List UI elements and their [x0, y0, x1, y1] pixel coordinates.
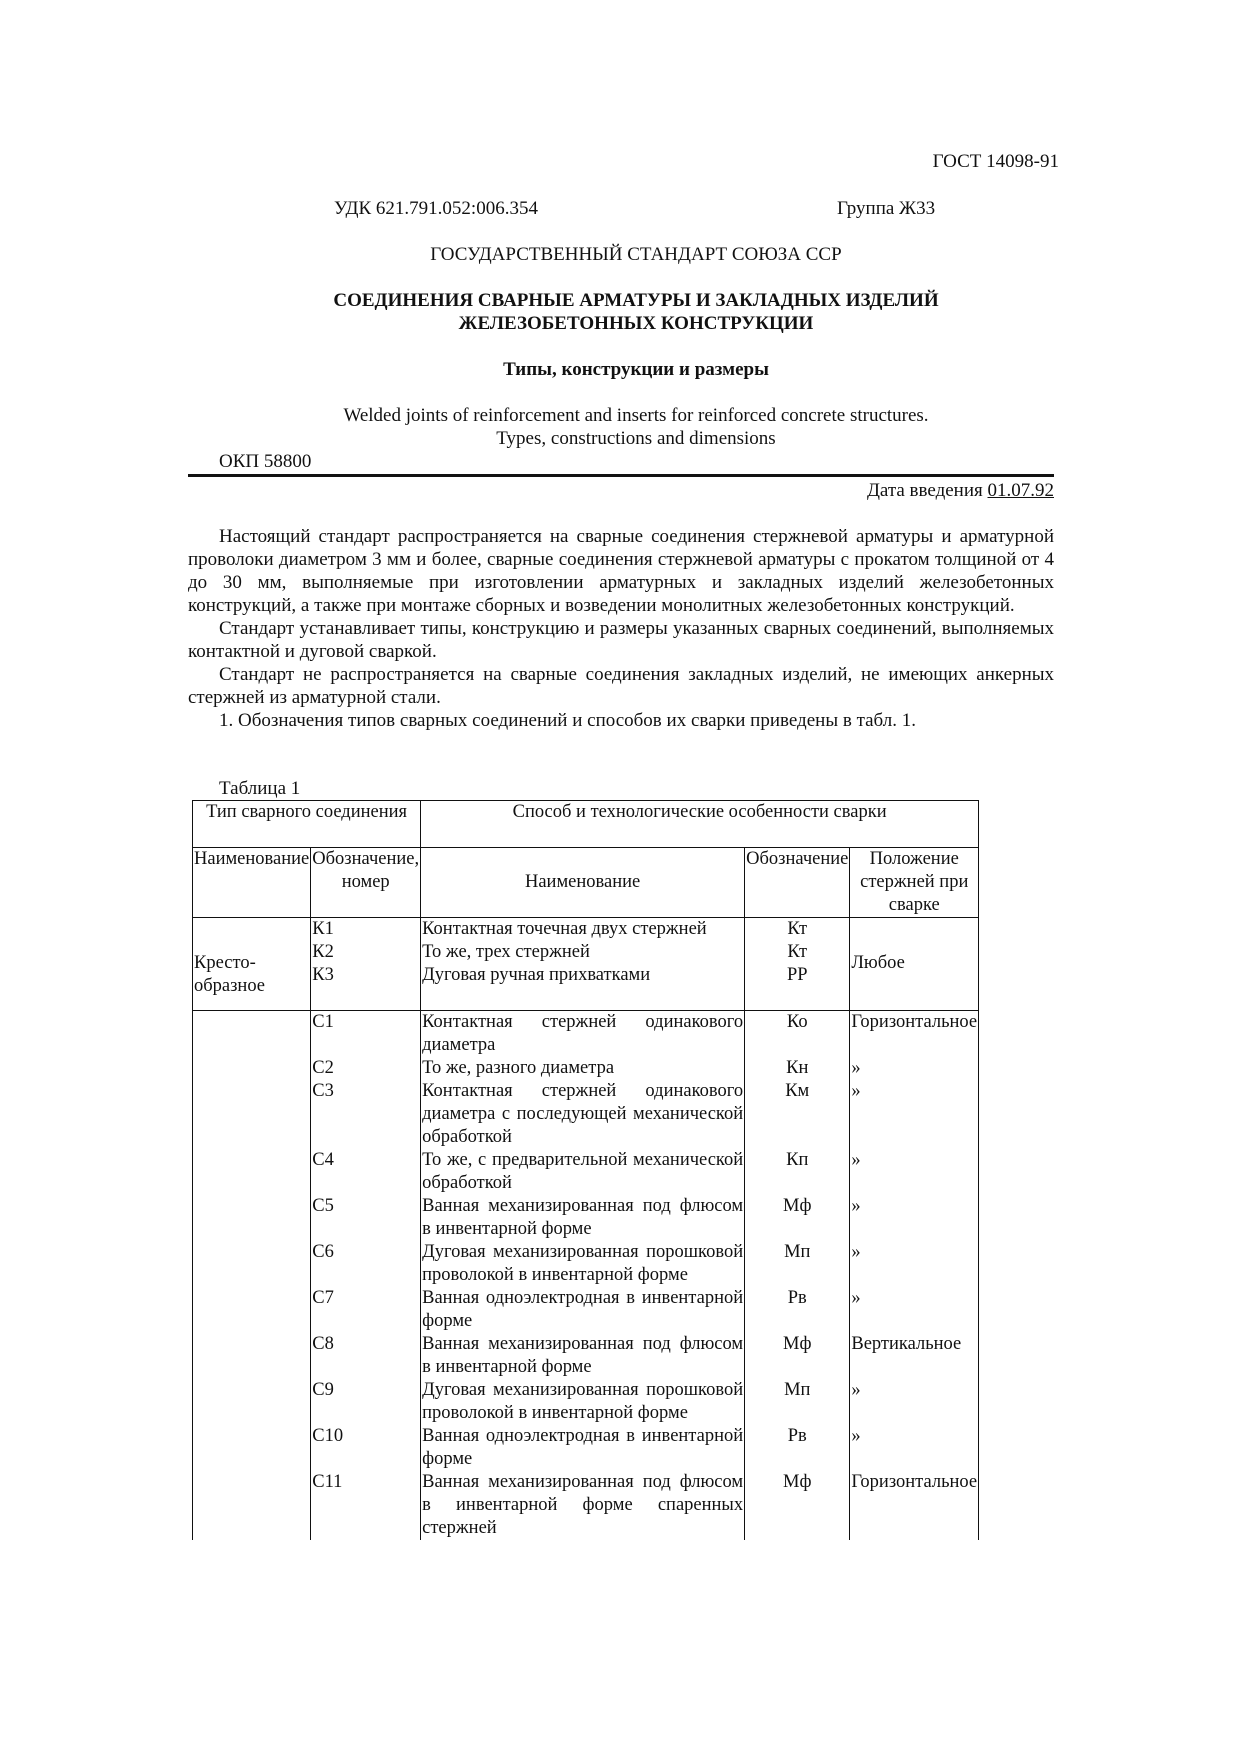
designation-cell: С4 — [311, 1149, 421, 1195]
code-cell: Рв — [745, 1425, 850, 1471]
code-cell: Кп — [745, 1149, 850, 1195]
method-cell: Контактная стержней одинакового диаметра с последующей механической обработкой — [422, 1081, 744, 1147]
position-cell: » — [850, 1287, 979, 1333]
header-joint-designation: Обозначение, номер — [311, 848, 421, 918]
code-cell: Мф — [745, 1471, 850, 1540]
header-bar-position: Положение стержней при сварке — [850, 848, 979, 918]
english-title-line-2: Types, constructions and dimensions — [496, 428, 776, 449]
method-cell: Ванная механизированная под флюсом в инвентарной форме спаренных стержней — [422, 1472, 744, 1538]
method-cell: Дуговая механизированная порошковой проволокой в инвентарной форме — [422, 1380, 744, 1423]
document-title — [190, 289, 1082, 335]
code-cell: Рв — [745, 1287, 850, 1333]
method-cell: Контактная точечная двух стержней — [421, 918, 745, 942]
position-cell: » — [850, 1195, 979, 1241]
designation-cell: С7 — [311, 1287, 421, 1333]
designation-cell: С2 — [311, 1057, 421, 1080]
method-cell: То же, трех стержней — [421, 941, 745, 964]
header-divider — [188, 474, 1054, 477]
english-title-line-1: Welded joints of reinforcement and inserts for reinforced concrete structures. — [343, 405, 929, 426]
method-cell: То же, с предварительной механической обработкой — [422, 1150, 744, 1193]
table-row — [193, 918, 979, 942]
designation-cell: С11 — [311, 1471, 421, 1540]
designation-cell: К3 — [311, 964, 421, 1011]
date-label: Дата введения — [866, 480, 983, 501]
document-code: ГОСТ 14098-91 — [932, 151, 1059, 172]
document-subtitle: Типы, конструкции и размеры — [503, 359, 769, 380]
header-welding-method: Способ и технологические особенности сварки — [421, 801, 979, 848]
paragraph: Настоящий стандарт распространяется на сварные соединения стержневой арматуры и арматурной проволоки диаметром 3 мм и более, сварные соединения стержневой арматуры с прокатом толщиной от 4 до 30 мм, выполняемые при изготовлении арматурных и закладных изделий железобетонных конструкций, а также при монтаже сборных и возведении монолитных железобетонных конструкций. — [188, 526, 1054, 616]
code-cell: Ко — [745, 1011, 850, 1058]
code-cell: Мп — [745, 1379, 850, 1425]
cross-joint-name: Кресто-образное — [193, 918, 311, 1011]
udk-code: УДК 621.791.052:006.354 — [334, 198, 538, 219]
paragraph: Стандарт устанавливает типы, конструкцию и размеры указанных сварных соединений, выполняемых контактной и дуговой сваркой. — [188, 618, 1054, 662]
table-caption: Таблица 1 — [219, 778, 301, 799]
designation-cell: К1 — [311, 918, 421, 942]
butt-joint-name-cell — [193, 1011, 311, 1541]
code-cell: Мф — [745, 1333, 850, 1379]
title-line-1: СОЕДИНЕНИЯ СВАРНЫЕ АРМАТУРЫ И ЗАКЛАДНЫХ ИЗДЕЛИЙ — [333, 290, 939, 311]
table-row — [193, 1287, 979, 1333]
designation-cell: С6 — [311, 1241, 421, 1287]
designation-cell: С8 — [311, 1333, 421, 1379]
table-row — [193, 1333, 979, 1379]
code-cell: Мф — [745, 1195, 850, 1241]
designation-cell: С5 — [311, 1195, 421, 1241]
position-cell: » — [850, 1080, 979, 1149]
group-code: Группа Ж33 — [837, 198, 936, 219]
position-cell: » — [850, 1379, 979, 1425]
position-cell: » — [850, 1149, 979, 1195]
position-cell: Горизонтальное — [850, 1471, 979, 1540]
header-joint-type: Тип сварного соединения — [193, 801, 421, 848]
table-row — [193, 1011, 979, 1058]
table-row — [193, 1471, 979, 1540]
designation-cell: С1 — [311, 1011, 421, 1058]
designation-cell: С9 — [311, 1379, 421, 1425]
table-row — [193, 1080, 979, 1149]
paragraph: 1. Обозначения типов сварных соединений и способов их сварки приведены в табл. 1. — [219, 710, 916, 731]
code-cell: РР — [745, 964, 850, 1011]
table-row — [193, 1379, 979, 1425]
position-cell: » — [850, 1241, 979, 1287]
method-cell: Дуговая ручная прихватками — [421, 964, 745, 1011]
position-cell: Вертикальное — [850, 1333, 979, 1379]
method-cell: Ванная механизированная под флюсом в инвентарной форме — [422, 1196, 744, 1239]
method-cell: Ванная механизированная под флюсом в инвентарной форме — [422, 1334, 744, 1377]
code-cell: Кт — [745, 918, 850, 942]
date-value: 01.07.92 — [987, 480, 1054, 501]
table-row — [193, 1195, 979, 1241]
title-line-2: ЖЕЛЕЗОБЕТОННЫХ КОНСТРУКЦИИ — [458, 313, 814, 334]
method-cell: Ванная одноэлектродная в инвентарной форме — [422, 1426, 744, 1469]
method-cell: Дуговая механизированная порошковой проволокой в инвентарной форме — [422, 1242, 744, 1285]
body-text — [188, 525, 1054, 732]
code-cell: Кт — [745, 941, 850, 964]
table-row — [193, 1057, 979, 1080]
cross-position: Любое — [850, 918, 979, 1011]
table-row — [193, 1149, 979, 1195]
position-cell: » — [850, 1425, 979, 1471]
code-cell: Мп — [745, 1241, 850, 1287]
english-title — [190, 404, 1082, 450]
table-row — [193, 1241, 979, 1287]
designation-cell: С10 — [311, 1425, 421, 1471]
method-cell: Ванная одноэлектродная в инвентарной форме — [422, 1288, 744, 1331]
okp-code: ОКП 58800 — [219, 451, 312, 472]
position-cell: Горизонтальное — [850, 1011, 979, 1058]
position-cell: » — [850, 1057, 979, 1080]
method-cell: Контактная стержней одинакового диаметра — [422, 1012, 744, 1055]
introduction-date — [867, 480, 1054, 502]
joint-types-table — [192, 800, 979, 1540]
header-method-name: Наименование — [421, 848, 745, 918]
state-standard-heading: ГОСУДАРСТВЕННЫЙ СТАНДАРТ СОЮЗА ССР — [430, 244, 842, 265]
designation-cell: С3 — [311, 1080, 421, 1149]
header-joint-name: Наименование — [193, 848, 311, 918]
table-row — [193, 1425, 979, 1471]
code-cell: Кн — [745, 1057, 850, 1080]
header-method-code: Обозначение — [745, 848, 850, 918]
method-cell: То же, разного диаметра — [421, 1057, 745, 1080]
paragraph: Стандарт не распространяется на сварные соединения закладных изделий, не имеющих анкерных стержней из арматурной стали. — [188, 664, 1054, 708]
designation-cell: К2 — [311, 941, 421, 964]
code-cell: Км — [745, 1080, 850, 1149]
